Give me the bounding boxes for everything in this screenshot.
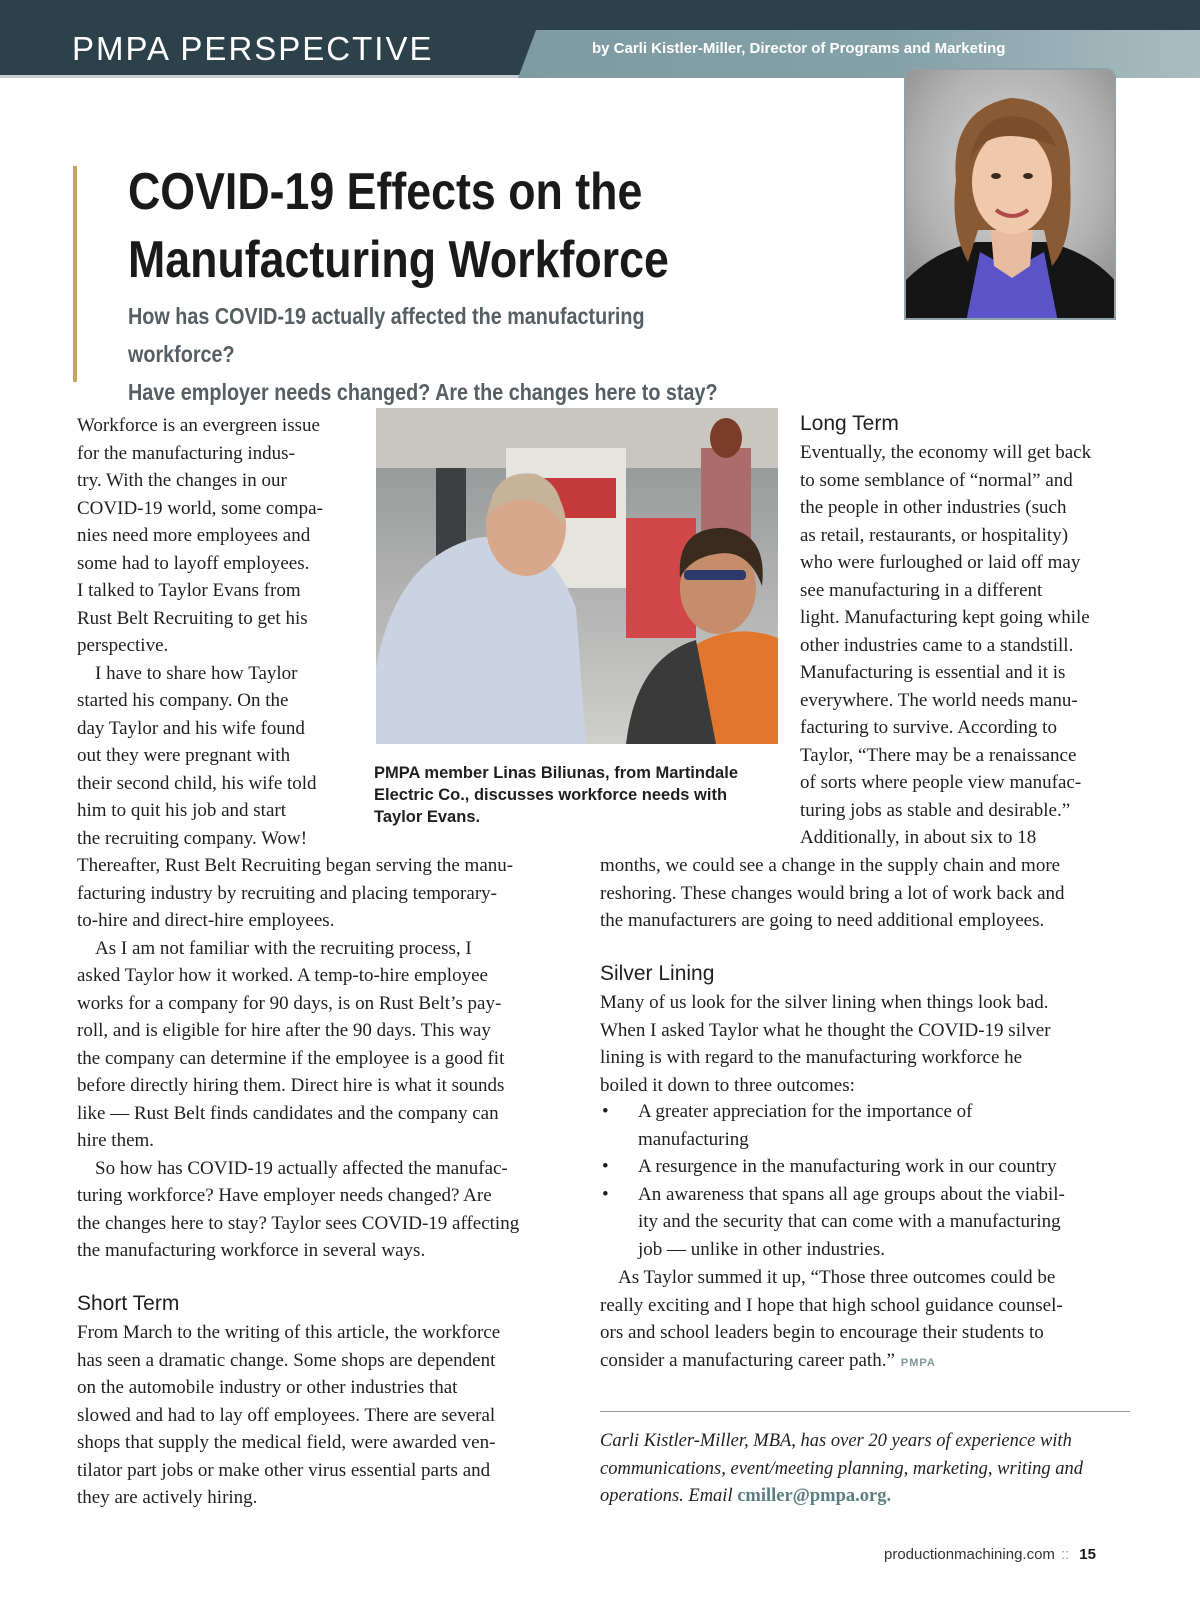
paragraph-continued: months, we could see a change in the supply chain and more reshoring. These changes would bring a lot of work back and the manufacturers are going to need additional employees.: [600, 855, 1065, 931]
bio-end-period: .: [886, 1486, 892, 1506]
list-item-text: A resurgence in the manufacturing work in our country: [638, 1156, 1057, 1177]
footer-site: productionmachining.com: [884, 1546, 1055, 1563]
headline-line: COVID-19 Effects on the: [128, 163, 643, 221]
paragraph: Eventually, the economy will get back to some semblance of “normal” and the people in other industries (such as retail, restaurants, or hospitality) who were furloughed or laid off may see manufacturing in a different light. Manufacturing kept going while other industries came to a standstill. Manufacturing is essential and it is everywhere. The world needs manu- facturing to survive. According to Taylor, “There may be a renaissance of sorts where people view manufac- turing jobs as stable and desirable.” Additionally, in about six to 18: [800, 442, 1092, 848]
list-item: [600, 1181, 1140, 1264]
article-deck: [128, 297, 747, 411]
bullet-icon: •: [602, 1101, 609, 1122]
paragraph: Workforce is an evergreen issue for the manufacturing indus- try. With the changes in our COVID-19 world, some compa- nies need more employees and some had to layoff employees. I talked to Taylor Evans from Rust Belt Recruiting to get his perspective.: [77, 415, 323, 656]
bullet-icon: •: [602, 1156, 609, 1177]
column-1-narrow: [77, 412, 357, 852]
closing-text: As Taylor summed it up, “Those three outcomes could be really exciting and I hope that high school guidance counsel- ors and school leaders begin to encourage their students to consider a manufacturing career path.”: [600, 1267, 1063, 1371]
subhead-long-term: Long Term: [800, 412, 899, 435]
bio-divider: [600, 1411, 1130, 1412]
list-item: [600, 1153, 1140, 1181]
page-footer: [884, 1546, 1096, 1563]
outcomes-list: [600, 1098, 1140, 1263]
page-number: 15: [1079, 1546, 1096, 1563]
list-item: [600, 1098, 1140, 1153]
author-portrait: [904, 68, 1116, 320]
paragraph: So how has COVID-19 actually affected the manufac- turing workforce? Have employer needs changed? Are the changes here to stay? Taylor sees COVID-19 affecting the manufacturing workforce in several ways.: [77, 1157, 520, 1261]
footer-separator: ::: [1060, 1546, 1070, 1563]
author-email-link[interactable]: cmiller@pmpa.org: [737, 1486, 887, 1506]
paragraph: I have to share how Taylor started his company. On the day Taylor and his wife found out they were pregnant with their second child, his wife told him to quit his job and start the recruiting company. Wow!: [77, 662, 317, 849]
list-item-text: An awareness that spans all age groups about the viabil- ity and the security that can come with a manufacturing job — unlike in other industries.: [638, 1183, 1065, 1260]
article-headline: [128, 158, 747, 294]
byline: by Carli Kistler-Miller, Director of Programs and Marketing: [592, 40, 1006, 57]
article-photo: [376, 408, 778, 744]
deck-line: How has COVID-19 actually affected the manufacturing workforce?: [128, 303, 645, 367]
column-2-silver-lining: [600, 989, 1140, 1099]
column-1-short-term: [77, 1319, 577, 1512]
column-2-continued: [600, 852, 1140, 935]
subhead-short-term: Short Term: [77, 1292, 180, 1315]
paragraph: From March to the writing of this article, the workforce has seen a dramatic change. Some shops are dependent on the automobile industry or other industries that slowed and had to lay off employees. There are several shops that supply the medical field, were awarded ven- tilator part jobs or make other virus essential parts and they are actively hiring.: [77, 1322, 501, 1508]
column-2-closing: [600, 1264, 1140, 1377]
paragraph: [600, 1264, 1140, 1377]
pmpa-end-mark: PMPA: [900, 1356, 936, 1369]
photo-caption: PMPA member Linas Biliunas, from Martindale Electric Co., discusses workforce needs with Taylor Evans.: [374, 764, 738, 826]
column-3: [800, 439, 1140, 852]
list-item-text: A greater appreciation for the importance of manufacturing: [638, 1101, 973, 1150]
author-bio: [600, 1428, 1140, 1511]
bio-text: Carli Kistler-Miller, MBA, has over 20 years of experience with communications, event/meeting planning, marketing, writing and operations. Email: [600, 1431, 1083, 1506]
deck-line: Have employer needs changed? Are the changes here to stay?: [128, 379, 718, 405]
column-1-wide: [77, 852, 577, 1265]
paragraph: Many of us look for the silver lining when things look bad. When I asked Taylor what he thought the COVID-19 silver lining is with regard to the manufacturing workforce he boiled it down to three outcomes:: [600, 992, 1051, 1096]
paragraph: As I am not familiar with the recruiting process, I asked Taylor how it worked. A temp-to-hire employee works for a company for 90 days, is on Rust Belt’s pay- roll, and is eligible for hire after the 90 days. This way the company can determine if the employee is a good fit before directly hiring them. Direct hire is what it sounds like — Rust Belt finds candidates and the company can hire them.: [77, 937, 505, 1151]
subhead-silver-lining: Silver Lining: [600, 962, 715, 985]
paragraph-continued: Thereafter, Rust Belt Recruiting began serving the manu- facturing industry by recruiting and placing temporary- to-hire and direct-hire employees.: [77, 855, 514, 931]
bullet-icon: •: [602, 1183, 609, 1205]
headline-line: Manufacturing Workforce: [128, 231, 669, 289]
section-title: PMPA PERSPECTIVE: [72, 30, 434, 67]
headline-accent-bar: [73, 166, 77, 382]
